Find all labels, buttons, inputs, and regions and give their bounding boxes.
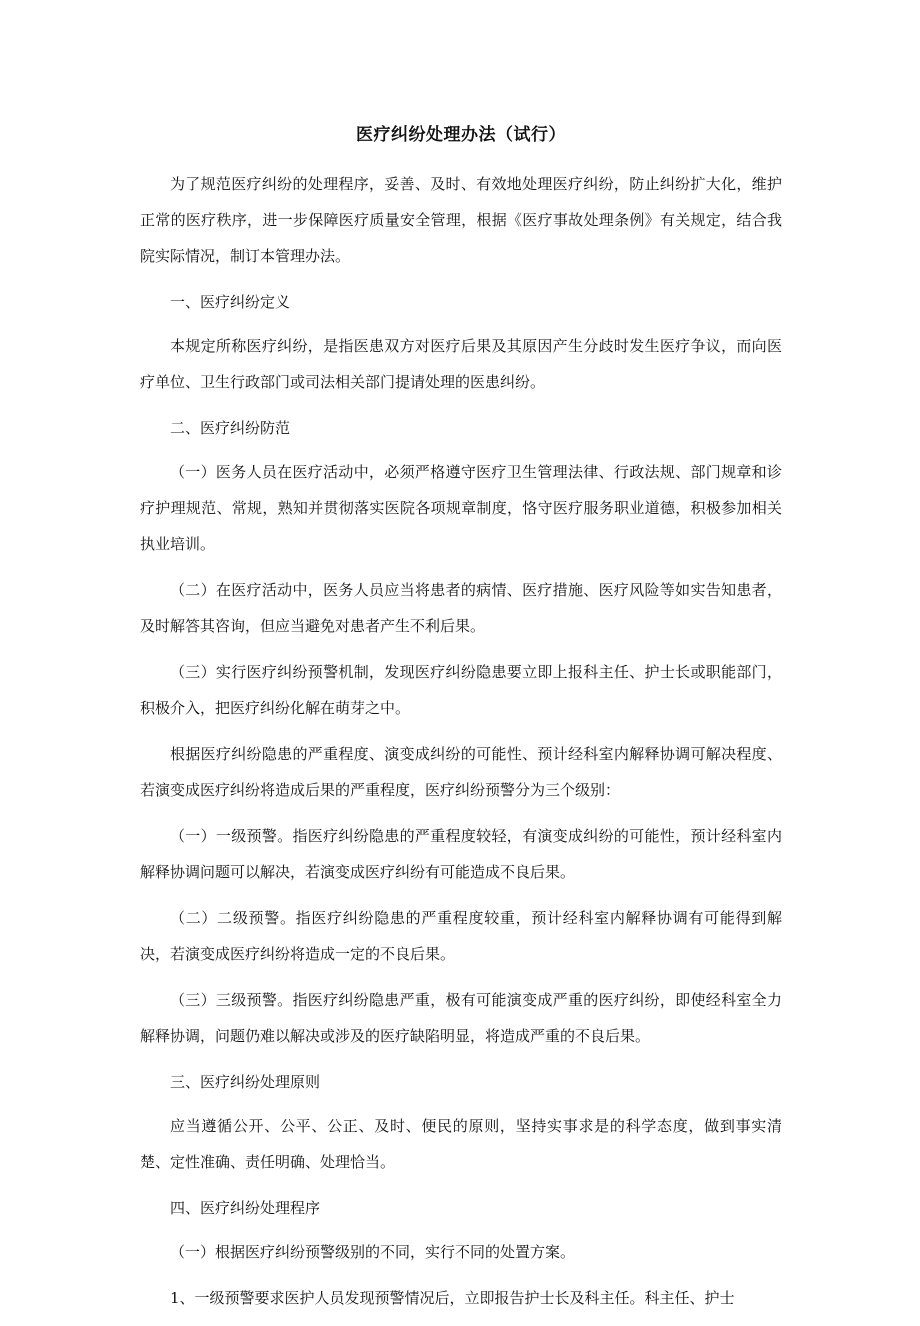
- section-heading-principles: 三、医疗纠纷处理原则: [170, 1073, 321, 1091]
- paragraph-intro: 为了规范医疗纠纷的处理程序，妥善、及时、有效地处理医疗纠纷，防止纠纷扩大化，维护正常的医疗秩序，进一步保障医疗质量安全管理，根据《医疗事故处理条例》有关规定，结合我院实际情况，制订本管理办法。: [140, 175, 782, 265]
- paragraph-prevention-1: （一）医务人员在医疗活动中，必须严格遵守医疗卫生管理法律、行政法规、部门规章和诊疗护理规范、常规，熟知并贯彻落实医院各项规章制度，恪守医疗服务职业道德，积极参加相关执业培训。: [140, 463, 782, 553]
- paragraph-prevention-3: （三）实行医疗纠纷预警机制，发现医疗纠纷隐患要立即上报科主任、护士长或职能部门，积极介入，把医疗纠纷化解在萌芽之中。: [140, 663, 782, 717]
- paragraph-warning-level-2: （二）二级预警。指医疗纠纷隐患的严重程度较重，预计经科室内解释协调有可能得到解决，若演变成医疗纠纷将造成一定的不良后果。: [140, 909, 782, 963]
- section-heading-procedure: 四、医疗纠纷处理程序: [170, 1199, 321, 1217]
- section-heading-definition: 一、医疗纠纷定义: [170, 293, 291, 311]
- paragraph-principles: 应当遵循公开、公平、公正、及时、便民的原则，坚持实事求是的科学态度，做到事实清楚、定性准确、责任明确、处理恰当。: [140, 1117, 782, 1171]
- paragraph-procedure-1: （一）根据医疗纠纷预警级别的不同，实行不同的处置方案。: [170, 1243, 576, 1261]
- paragraph-warning-level-1: （一）一级预警。指医疗纠纷隐患的严重程度较轻，有演变成纠纷的可能性，预计经科室内解释协调问题可以解决，若演变成医疗纠纷有可能造成不良后果。: [140, 827, 782, 881]
- paragraph-procedure-2: 1、一级预警要求医护人员发现预警情况后，立即报告护士长及科主任。科主任、护士: [170, 1289, 735, 1307]
- document-title: 医疗纠纷处理办法（试行）: [356, 125, 566, 145]
- paragraph-prevention-2: （二）在医疗活动中，医务人员应当将患者的病情、医疗措施、医疗风险等如实告知患者，及时解答其咨询，但应当避免对患者产生不利后果。: [140, 581, 782, 635]
- document-body: [140, 120, 782, 1326]
- paragraph-warning-level-3: （三）三级预警。指医疗纠纷隐患严重，极有可能演变成严重的医疗纠纷，即使经科室全力解释协调，问题仍难以解决或涉及的医疗缺陷明显，将造成严重的不良后果。: [140, 991, 782, 1045]
- paragraph-warning-levels: 根据医疗纠纷隐患的严重程度、演变成纠纷的可能性、预计经科室内解释协调可解决程度、若演变成医疗纠纷将造成后果的严重程度，医疗纠纷预警分为三个级别：: [140, 745, 782, 799]
- paragraph-definition: 本规定所称医疗纠纷，是指医患双方对医疗后果及其原因产生分歧时发生医疗争议，而向医疗单位、卫生行政部门或司法相关部门提请处理的医患纠纷。: [140, 337, 782, 391]
- section-heading-prevention: 二、医疗纠纷防范: [170, 419, 291, 437]
